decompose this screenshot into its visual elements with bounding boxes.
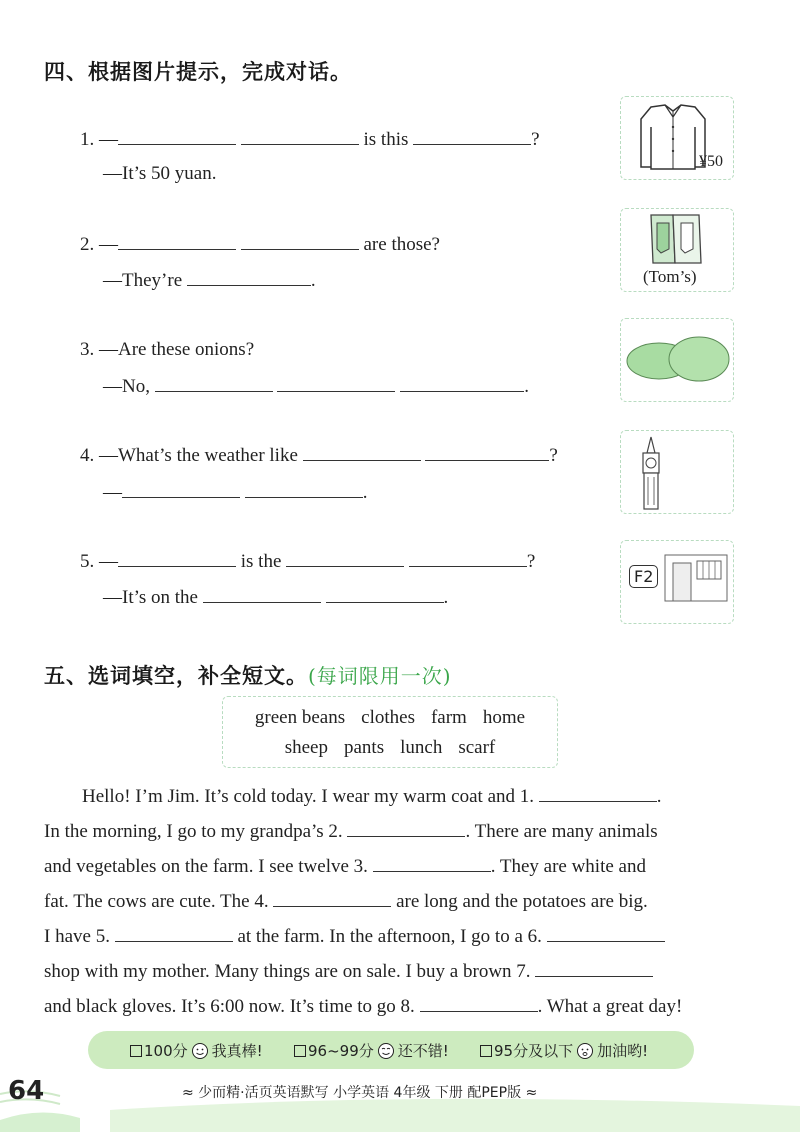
q4-answer-end: . — [362, 482, 368, 503]
blank-field[interactable] — [373, 854, 491, 872]
cheer-face-icon — [576, 1042, 594, 1060]
q2-answer-prefix: —They’re — [103, 270, 187, 291]
q4-prefix: 4. —What’s the weather like — [80, 445, 303, 466]
floor-label: F2 — [629, 565, 658, 588]
potato-icon — [621, 319, 735, 403]
blank-field[interactable] — [400, 374, 524, 392]
blank-field[interactable] — [420, 994, 538, 1012]
passage-text: In the morning, I go to my grandpa’s 2. — [44, 821, 348, 842]
blank-field[interactable] — [413, 127, 531, 145]
passage-text: and black gloves. It’s 6:00 now. It’s time to go 8. — [44, 996, 420, 1017]
q4-line-a — [80, 443, 558, 468]
socks-picture — [620, 208, 734, 292]
passage-text: at the farm. In the afternoon, I go to a 6. — [232, 926, 547, 947]
q3-answer-end: . — [524, 376, 529, 397]
q2-end-text: are those? — [358, 234, 440, 255]
q5-prefix: 5. — — [80, 551, 118, 572]
clock-tower-icon — [621, 431, 735, 515]
score-item-2 — [294, 1040, 449, 1061]
price-tag: ¥50 — [699, 153, 723, 170]
passage-text: fat. The cows are cute. The 4. — [44, 891, 274, 912]
blank-field[interactable] — [535, 959, 653, 977]
blank-field[interactable] — [118, 549, 236, 567]
blank-field[interactable] — [241, 232, 359, 250]
checkbox[interactable] — [294, 1045, 306, 1057]
clock-tower-picture — [620, 430, 734, 514]
score-comment: 我真棒! — [211, 1042, 263, 1060]
word-option: sheep — [284, 737, 328, 758]
word-option: clothes — [361, 707, 415, 728]
q1-mid-text: is this — [358, 129, 414, 150]
passage-text: are long and the potatoes are big. — [391, 891, 648, 912]
q5-answer-prefix: —It’s on the — [103, 587, 203, 608]
q4-end-text: ? — [549, 445, 558, 466]
q5-line-b — [103, 585, 448, 610]
word-option: pants — [344, 737, 385, 758]
blank-field[interactable] — [273, 889, 391, 907]
q2-line-a — [80, 232, 440, 257]
score-comment: 还不错! — [397, 1042, 449, 1060]
blank-field[interactable] — [241, 127, 359, 145]
score-item-1 — [130, 1040, 263, 1061]
passage-line-3 — [44, 854, 736, 879]
blank-field[interactable] — [118, 232, 236, 250]
blank-field[interactable] — [286, 549, 404, 567]
smile-face-icon — [377, 1042, 395, 1060]
section5-title-text: 五、选词填空，补全短文。 — [44, 664, 308, 688]
q3-line-b — [103, 374, 529, 399]
blank-field[interactable] — [122, 480, 240, 498]
score-item-3 — [480, 1040, 648, 1061]
checkbox[interactable] — [130, 1045, 142, 1057]
passage-line-4 — [44, 889, 736, 914]
q2-answer-end: . — [310, 270, 316, 291]
q2-prefix: 2. — — [80, 234, 118, 255]
page-number: 64 — [8, 1076, 45, 1106]
q5-answer-end: . — [443, 587, 449, 608]
blank-field[interactable] — [203, 585, 321, 603]
blank-field[interactable] — [118, 127, 236, 145]
q3-answer-prefix: —No, — [103, 376, 155, 397]
q1-end-text: ? — [531, 129, 540, 150]
passage-text: . They are white and — [490, 856, 646, 877]
section4-title: 四、根据图片提示，完成对话。 — [44, 60, 352, 84]
happy-face-icon — [191, 1042, 209, 1060]
passage-text: . — [656, 786, 662, 807]
blank-field[interactable] — [409, 549, 527, 567]
blank-field[interactable] — [245, 480, 363, 498]
shirt-picture — [620, 96, 734, 180]
word-option: green beans — [254, 707, 346, 728]
q2-line-b — [103, 268, 316, 293]
q3-question: 3. —Are these onions? — [80, 339, 255, 360]
q1-answer: —It’s 50 yuan. — [103, 163, 217, 184]
passage-line-6 — [44, 959, 736, 984]
socks-icon — [621, 209, 735, 269]
q5-end-text: ? — [526, 551, 536, 572]
word-bank — [222, 696, 558, 768]
q5-mid-text: is the — [236, 551, 287, 572]
footer-text: ≈ 少而精·活页英语默写 小学英语 4年级 下册 配PEP版 ≈ — [182, 1085, 538, 1101]
blank-field[interactable] — [187, 268, 311, 286]
passage-text: Hello! I’m Jim. It’s cold today. I wear my warm coat and 1. — [82, 786, 539, 807]
passage-text: and vegetables on the farm. I see twelve 3. — [44, 856, 373, 877]
word-bank-row-1 — [223, 707, 557, 729]
section5-note: (每词限用一次) — [308, 664, 452, 688]
score-bar — [88, 1031, 694, 1069]
passage-line-5 — [44, 924, 736, 949]
passage-text: I have 5. — [44, 926, 115, 947]
blank-field[interactable] — [539, 784, 657, 802]
section5-title — [44, 660, 452, 690]
potatoes-picture — [620, 318, 734, 402]
score-comment: 加油哟! — [597, 1042, 649, 1060]
passage-line-2 — [44, 819, 736, 844]
passage-text: . What a great day! — [537, 996, 683, 1017]
q5-line-a — [80, 549, 535, 574]
score-range: 96~99分 — [308, 1042, 374, 1060]
passage-text: . There are many animals — [465, 821, 658, 842]
q1-line-a — [80, 127, 540, 152]
word-bank-row-2 — [223, 737, 557, 759]
blank-field[interactable] — [303, 443, 421, 461]
q1-prefix: 1. — — [80, 129, 118, 150]
blank-field[interactable] — [547, 924, 665, 942]
blank-field[interactable] — [277, 374, 395, 392]
owner-caption: (Tom’s) — [643, 267, 697, 286]
checkbox[interactable] — [480, 1045, 492, 1057]
classroom-picture — [620, 540, 734, 624]
word-option: farm — [430, 707, 467, 728]
q4-line-b — [103, 480, 368, 505]
q4-answer-prefix: — — [103, 482, 122, 503]
blank-field[interactable] — [155, 374, 273, 392]
score-range: 100分 — [144, 1042, 188, 1060]
score-range: 95分及以下 — [494, 1042, 574, 1060]
passage-line-7 — [44, 994, 736, 1019]
word-option: scarf — [458, 737, 496, 758]
word-option: home — [482, 707, 526, 728]
blank-field[interactable] — [347, 819, 465, 837]
passage-text: shop with my mother. Many things are on sale. I buy a brown 7. — [44, 961, 536, 982]
blank-field[interactable] — [326, 585, 444, 603]
blank-field[interactable] — [115, 924, 233, 942]
passage-line-1 — [82, 784, 736, 809]
blank-field[interactable] — [425, 443, 549, 461]
word-option: lunch — [400, 737, 443, 758]
